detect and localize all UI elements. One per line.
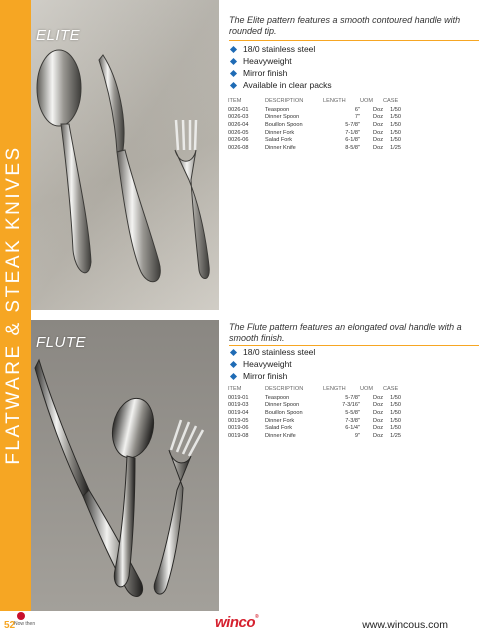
table-row: 0019-06 Salad Fork 6-1/4" Doz 1/50 — [228, 425, 401, 432]
table-row: 0019-04 Bouillon Spoon 5-5/8" Doz 1/50 — [228, 409, 401, 416]
bullet-diamond-icon — [230, 45, 237, 52]
feature-item: Available in clear packs — [229, 79, 332, 91]
certification-dot-icon — [17, 612, 25, 620]
feature-item: Heavyweight — [229, 358, 315, 370]
elite-intro-text: The Elite pattern features a smooth contoured handle with rounded tip. — [229, 15, 461, 36]
table-row: 0019-05 Dinner Fork 7-3/8" Doz 1/50 — [228, 417, 401, 424]
elite-section-name: ELITE — [36, 27, 81, 44]
bullet-diamond-icon — [230, 69, 237, 76]
feature-item: Heavyweight — [229, 55, 332, 67]
flute-section-name: FLUTE — [36, 334, 87, 351]
flute-product-photo — [31, 320, 219, 611]
table-row: 0026-06 Salad Fork 6-1/8" Doz 1/50 — [228, 137, 401, 144]
bullet-diamond-icon — [230, 360, 237, 367]
table-row: 0026-03 Dinner Spoon 7" Doz 1/50 — [228, 114, 401, 121]
table-header-row: ITEM DESCRIPTION LENGTH UOM CASE — [228, 97, 399, 104]
table-row: 0019-08 Dinner Knife 9" Doz 1/25 — [228, 432, 401, 439]
website-url[interactable]: www.wincous.com — [362, 619, 448, 631]
table-row: 0019-03 Dinner Spoon 7-3/16" Doz 1/50 — [228, 402, 401, 409]
table-row: 0026-05 Dinner Fork 7-1/8" Doz 1/50 — [228, 129, 401, 136]
flute-feature-list — [229, 346, 315, 382]
bullet-diamond-icon — [230, 372, 237, 379]
flute-spec-table — [228, 385, 401, 440]
bullet-diamond-icon — [230, 348, 237, 355]
category-title: FLATWARE & STEAK KNIVES — [3, 145, 24, 465]
elite-product-photo — [31, 0, 219, 310]
elite-spec-table — [228, 97, 401, 152]
bullet-diamond-icon — [230, 57, 237, 64]
winco-logo: winco® — [215, 614, 259, 631]
elite-divider — [229, 40, 479, 41]
page-number: 52 — [4, 620, 16, 631]
feature-item: 18/0 stainless steel — [229, 43, 332, 55]
feature-item: 18/0 stainless steel — [229, 346, 315, 358]
table-row: 0026-04 Bouillon Spoon 5-7/8" Doz 1/50 — [228, 121, 401, 128]
table-row: 0019-01 Teaspoon 5-7/8" Doz 1/50 — [228, 394, 401, 401]
elite-flatware-illustration — [31, 0, 219, 310]
table-row: 0026-01 Teaspoon 6" Doz 1/50 — [228, 106, 401, 113]
side-category-bar — [0, 0, 31, 611]
table-row: 0026-08 Dinner Knife 8-5/8" Doz 1/25 — [228, 144, 401, 151]
flute-flatware-illustration — [31, 320, 219, 611]
certification-text: Now then — [14, 621, 36, 627]
bullet-diamond-icon — [230, 81, 237, 88]
table-header-row: ITEM DESCRIPTION LENGTH UOM CASE — [228, 385, 399, 392]
feature-item: Mirror finish — [229, 67, 332, 79]
feature-item: Mirror finish — [229, 370, 315, 382]
elite-feature-list — [229, 43, 332, 91]
flute-intro-text: The Flute pattern features an elongated oval handle with a smooth finish. — [229, 322, 462, 343]
